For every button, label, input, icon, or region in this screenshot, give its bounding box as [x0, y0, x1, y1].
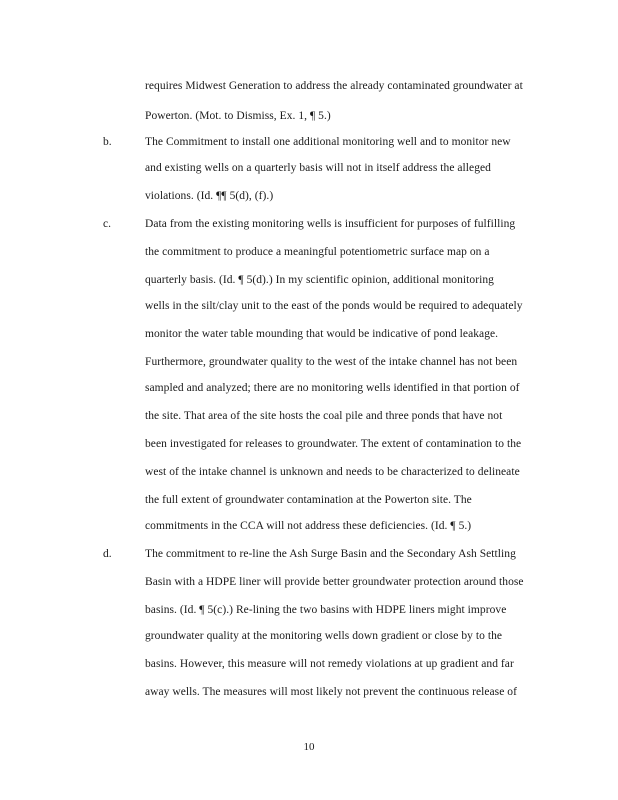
- item-label-c: c.: [103, 218, 111, 230]
- body-line: Data from the existing monitoring wells is insufficient for purposes of fulfilling: [145, 218, 516, 230]
- body-line: the commitment to produce a meaningful potentiometric surface map on a: [145, 246, 490, 258]
- body-line: away wells. The measures will most likely not prevent the continuous release of: [145, 686, 517, 698]
- body-line: Basin with a HDPE liner will provide better groundwater protection around those: [145, 576, 524, 588]
- body-line: requires Midwest Generation to address the already contaminated groundwater at: [145, 80, 523, 92]
- body-line: Furthermore, groundwater quality to the west of the intake channel has not been: [145, 356, 518, 368]
- body-line: the site. That area of the site hosts the coal pile and three ponds that have not: [145, 410, 503, 422]
- body-line: monitor the water table mounding that would be indicative of pond leakage.: [145, 328, 499, 340]
- body-line: commitments in the CCA will not address these deficiencies. (Id. ¶ 5.): [145, 520, 472, 532]
- body-line: Powerton. (Mot. to Dismiss, Ex. 1, ¶ 5.): [145, 110, 331, 122]
- body-line: been investigated for releases to groundwater. The extent of contamination to the: [145, 438, 522, 450]
- item-label-b: b.: [103, 136, 112, 148]
- item-label-d: d.: [103, 548, 112, 560]
- body-line: and existing wells on a quarterly basis will not in itself address the alleged: [145, 162, 491, 174]
- body-line: quarterly basis. (Id. ¶ 5(d).) In my scientific opinion, additional monitoring: [145, 274, 494, 286]
- body-line: groundwater quality at the monitoring wells down gradient or close by to the: [145, 630, 503, 642]
- body-line: The Commitment to install one additional monitoring well and to monitor new: [145, 136, 511, 148]
- body-line: sampled and analyzed; there are no monitoring wells identified in that portion of: [145, 382, 520, 394]
- body-line: The commitment to re-line the Ash Surge Basin and the Secondary Ash Settling: [145, 548, 516, 560]
- body-line: violations. (Id. ¶¶ 5(d), (f).): [145, 190, 274, 202]
- body-line: west of the intake channel is unknown and needs to be characterized to delineate: [145, 466, 520, 478]
- body-line: wells in the silt/clay unit to the east of the ponds would be required to adequately: [145, 300, 523, 312]
- page-number: 10: [303, 741, 315, 753]
- body-line: basins. (Id. ¶ 5(c).) Re-lining the two basins with HDPE liners might improve: [145, 604, 507, 616]
- body-line: basins. However, this measure will not remedy violations at up gradient and far: [145, 658, 514, 670]
- body-line: the full extent of groundwater contamination at the Powerton site. The: [145, 494, 472, 506]
